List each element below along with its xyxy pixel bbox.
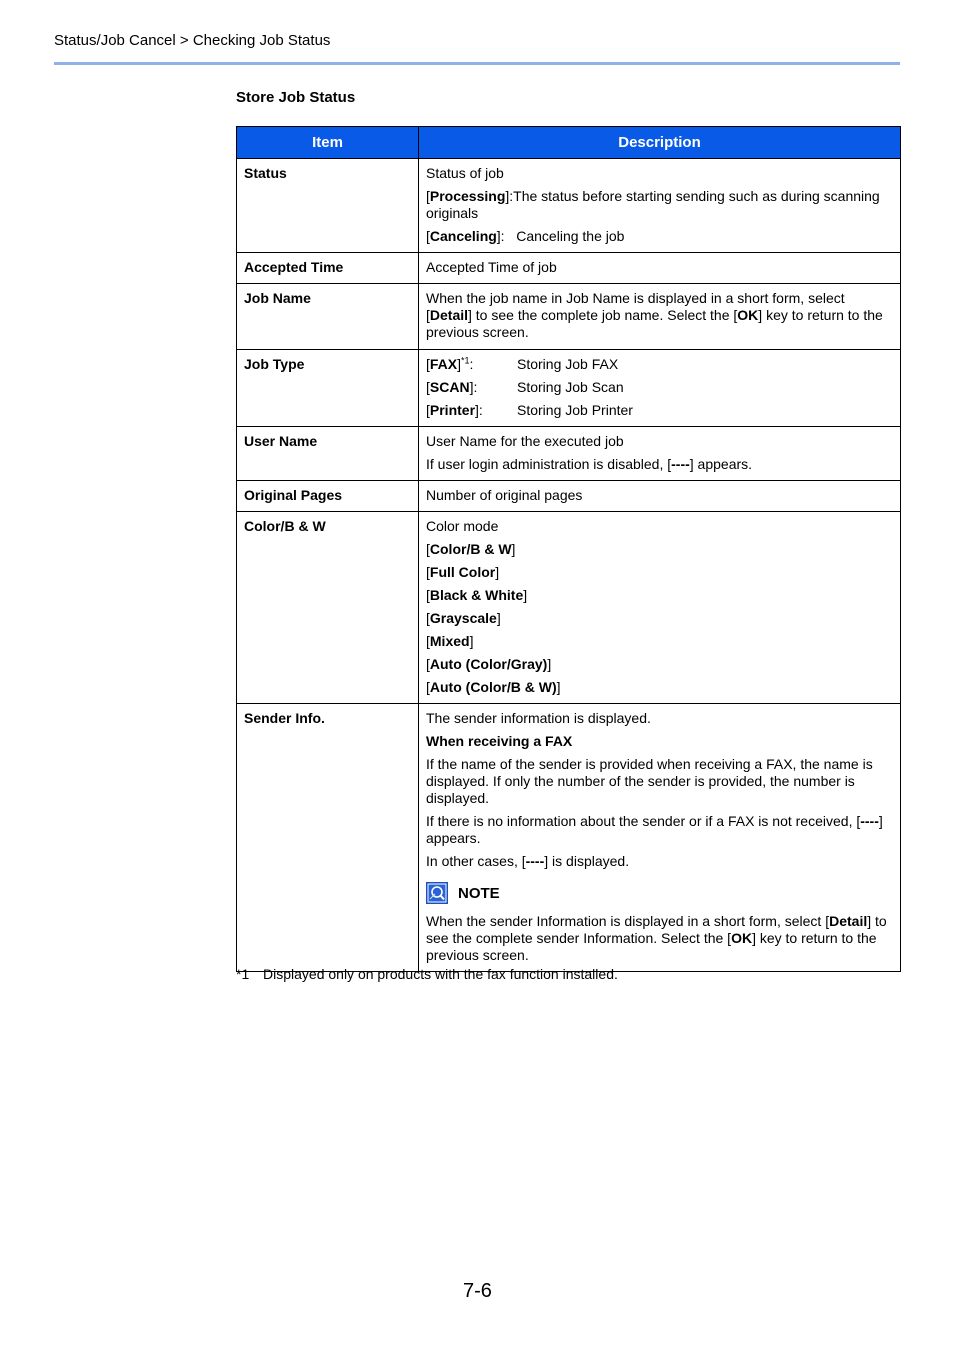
item-user-name: User Name: [237, 427, 419, 481]
column-header-item: Item: [237, 127, 419, 159]
note-heading: [426, 882, 892, 904]
table-row: [237, 427, 901, 481]
breadcrumb: Status/Job Cancel > Checking Job Status: [54, 32, 331, 49]
page-number: 7-6: [463, 1280, 492, 1302]
description-sender-info: The sender information is displayed. When receiving a FAX If the name of the sender is provided when receiving a FAX, the name is displayed. If only the number of the sender is provided, the number is displayed. If there is no information about the sender or if a FAX is not received, [----] appears. In other cases, [----] is displayed. NOTE When the sender Information is displayed in a short form, select [Detail] to see the complete sender Information. Select the [OK] key to return to the previous screen.: [419, 704, 901, 972]
description-text: [Processing]:The status before starting sending such as during scanning originals: [426, 188, 880, 221]
item-job-name: Job Name: [237, 284, 419, 350]
item-original-pages: Original Pages: [237, 481, 419, 512]
header-rule: [54, 62, 900, 65]
description-original-pages: Number of original pages: [419, 481, 901, 512]
description-color: Color mode [Color/B & W] [Full Color] [Black & White] [Grayscale] [Mixed] [Auto (Color/Gray)] [Auto (Color/B & W)]: [419, 512, 901, 704]
item-color: Color/B & W: [237, 512, 419, 704]
note-icon: [426, 882, 448, 904]
item-job-type: Job Type: [237, 350, 419, 427]
description-job-type: [FAX]$^{*1}$: Storing Job FAX [SCAN]: Storing Job Scan [Printer]: Storing Job Printer: [419, 350, 901, 427]
color-option: [Grayscale]: [426, 610, 501, 626]
table-row: [237, 350, 901, 427]
color-option: [Black & White]: [426, 587, 528, 603]
item-sender-info: Sender Info.: [237, 704, 419, 972]
column-header-description: Description: [419, 127, 901, 159]
description-job-name: When the job name in Job Name is displayed in a short form, select [Detail] to see the complete job name. Select the [OK] key to return to the previous screen.: [419, 284, 901, 350]
table-row: [237, 284, 901, 350]
color-option: [Mixed]: [426, 633, 474, 649]
color-option: [Auto (Color/Gray)]: [426, 656, 552, 672]
table-row: [237, 704, 901, 972]
table-row: [237, 512, 901, 704]
table-row: [237, 253, 901, 284]
item-accepted-time: Accepted Time: [237, 253, 419, 284]
description-text: Status of job: [426, 165, 504, 181]
description-status: [419, 159, 901, 253]
store-job-status-table: [236, 126, 901, 972]
table-row: [237, 481, 901, 512]
description-text: [Canceling]: Canceling the job: [426, 228, 625, 244]
color-option: [Full Color]: [426, 564, 500, 580]
note-title: NOTE: [458, 884, 500, 902]
table-header-row: [237, 127, 901, 159]
description-user-name: User Name for the executed job If user login administration is disabled, [----] appears.: [419, 427, 901, 481]
note-text: When the sender Information is displayed in a short form, select [Detail] to see the complete sender Information. Select the [OK] key to return to the previous screen.: [426, 913, 887, 963]
description-accepted-time: Accepted Time of job: [419, 253, 901, 284]
table-row: [237, 159, 901, 253]
color-option: [Color/B & W]: [426, 541, 516, 557]
color-option: [Auto (Color/B & W)]: [426, 679, 561, 695]
item-status: Status: [237, 159, 419, 253]
section-title: Store Job Status: [236, 89, 356, 106]
footnote: *1 Displayed only on products with the fax function installed.: [236, 966, 618, 982]
